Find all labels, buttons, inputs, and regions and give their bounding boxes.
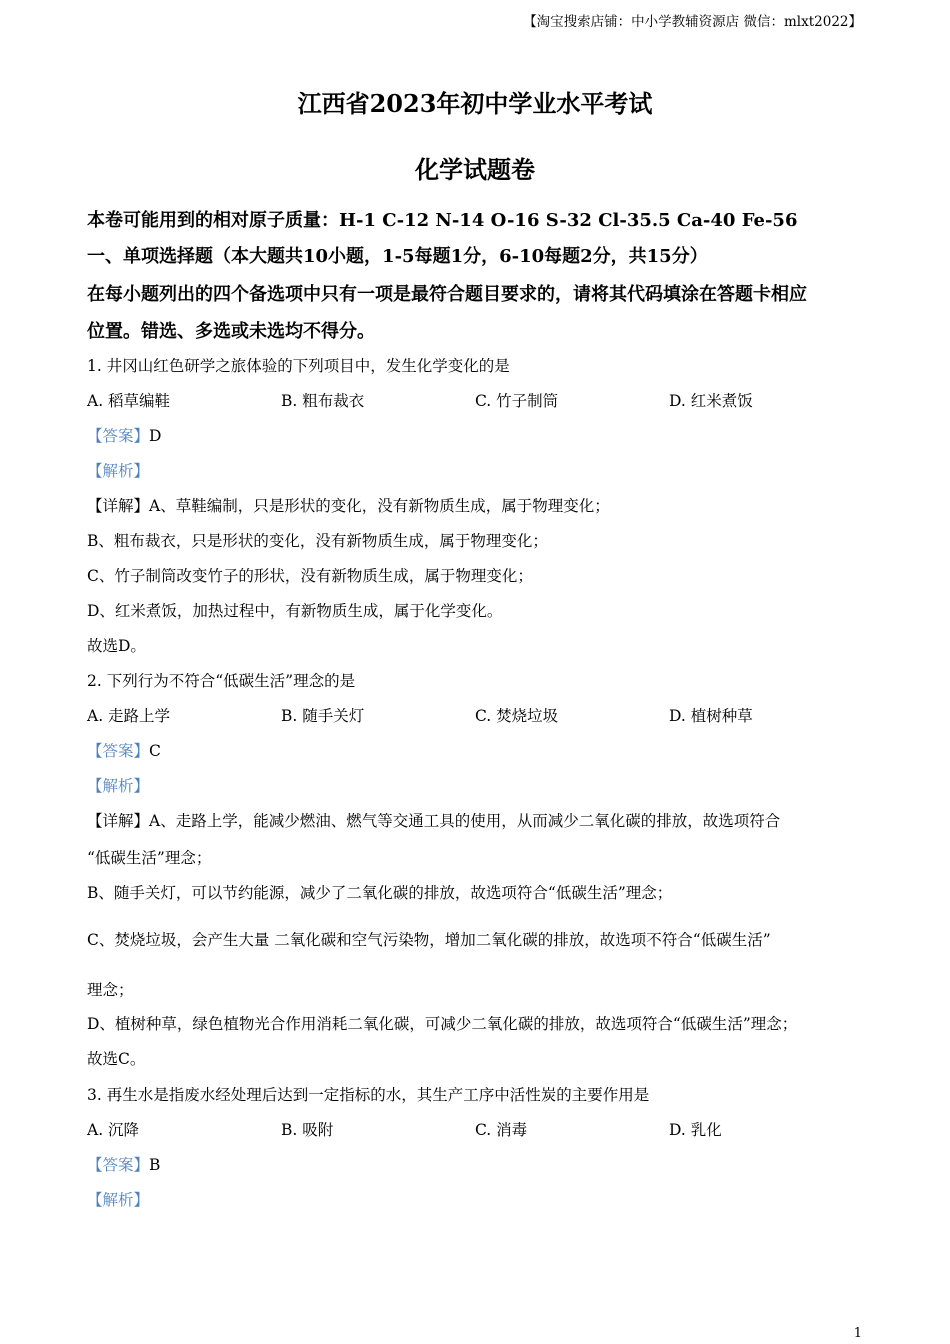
explanation-line: D、植树种草，绿色植物光合作用消耗二氧化碳，可减少二氧化碳的排放，故选项符合“低碳生活”理念； <box>87 1015 798 1033</box>
explanation-line: D、红米煮饭，加热过程中，有新物质生成，属于化学变化。 <box>87 602 503 620</box>
option-d: D. 植树种草 <box>669 707 753 725</box>
explanation-line: 故选D。 <box>87 637 146 655</box>
answer-row <box>87 429 161 445</box>
explanation-line: 理念； <box>87 981 134 999</box>
detail-label: 【详解】 <box>87 497 150 515</box>
option-c: C. 竹子制筒 <box>475 392 559 410</box>
analysis-label: 【解析】 <box>87 462 150 480</box>
explanation-line: B、粗布裁衣，只是形状的变化，没有新物质生成，属于物理变化； <box>87 532 548 550</box>
analysis-label: 【解析】 <box>87 1191 150 1209</box>
answer-value: B <box>149 1156 161 1174</box>
explanation-line: 故选C。 <box>87 1050 146 1068</box>
page-subtitle: 化学试题卷 <box>415 155 535 184</box>
question-stem: 3. 再生水是指废水经处理后达到一定指标的水，其生产工序中活性炭的主要作用是 <box>87 1086 650 1104</box>
question-stem: 2. 下列行为不符合“低碳生活”理念的是 <box>87 672 356 690</box>
explanation-line: B、随手关灯，可以节约能源，减少了二氧化碳的排放，故选项符合“低碳生活”理念； <box>87 884 673 902</box>
answer-value: D <box>149 427 162 445</box>
page-title: 江西省2023年初中学业水平考试 <box>297 89 653 118</box>
answer-label: 【答案】 <box>87 1156 150 1174</box>
instructions-line: 位置。错选、多选或未选均不得分。 <box>87 321 375 342</box>
option-a: A. 沉降 <box>87 1121 140 1139</box>
answer-value: C <box>149 742 161 760</box>
option-c: C. 消毒 <box>475 1121 528 1139</box>
header-note: 【淘宝搜索店铺：中小学教辅资源店 微信：mlxt2022】 <box>523 14 862 30</box>
option-a: A. 走路上学 <box>87 707 171 725</box>
option-b: B. 吸附 <box>281 1121 334 1139</box>
explanation-line: C、焚烧垃圾，会产生大量 二氧化碳和空气污染物，增加二氧化碳的排放，故选项不符合“低碳生活” <box>87 931 771 949</box>
answer-row <box>87 744 161 760</box>
answer-row <box>87 1158 160 1174</box>
page-number: 1 <box>853 1326 862 1341</box>
option-b: B. 粗布裁衣 <box>281 392 365 410</box>
section-heading: 一、单项选择题（本大题共10小题，1-5每题1分，6-10每题2分，共15分） <box>87 246 708 267</box>
option-d: D. 乳化 <box>669 1121 722 1139</box>
explanation-line: 【详解】A、走路上学，能减少燃油、燃气等交通工具的使用，从而减少二氧化碳的排放，故选项符合 <box>87 812 781 830</box>
explanation-line: C、竹子制筒改变竹子的形状，没有新物质生成，属于物理变化； <box>87 567 533 585</box>
atomic-masses: 本卷可能用到的相对原子质量：H-1 C-12 N-14 O-16 S-32 Cl-35.5 Ca-40 Fe-56 <box>87 210 798 231</box>
detail-label: 【详解】 <box>87 812 150 830</box>
instructions-line: 在每小题列出的四个备选项中只有一项是最符合题目要求的，请将其代码填涂在答题卡相应 <box>87 284 807 305</box>
question-stem: 1. 井冈山红色研学之旅体验的下列项目中，发生化学变化的是 <box>87 357 510 375</box>
option-a: A. 稻草编鞋 <box>87 392 171 410</box>
option-c: C. 焚烧垃圾 <box>475 707 559 725</box>
explanation-line: “低碳生活”理念； <box>87 849 212 867</box>
explanation-line: 【详解】A、草鞋编制，只是形状的变化，没有新物质生成，属于物理变化； <box>87 497 610 515</box>
option-d: D. 红米煮饭 <box>669 392 753 410</box>
answer-label: 【答案】 <box>87 742 150 760</box>
option-b: B. 随手关灯 <box>281 707 365 725</box>
answer-label: 【答案】 <box>87 427 150 445</box>
analysis-label: 【解析】 <box>87 777 150 795</box>
